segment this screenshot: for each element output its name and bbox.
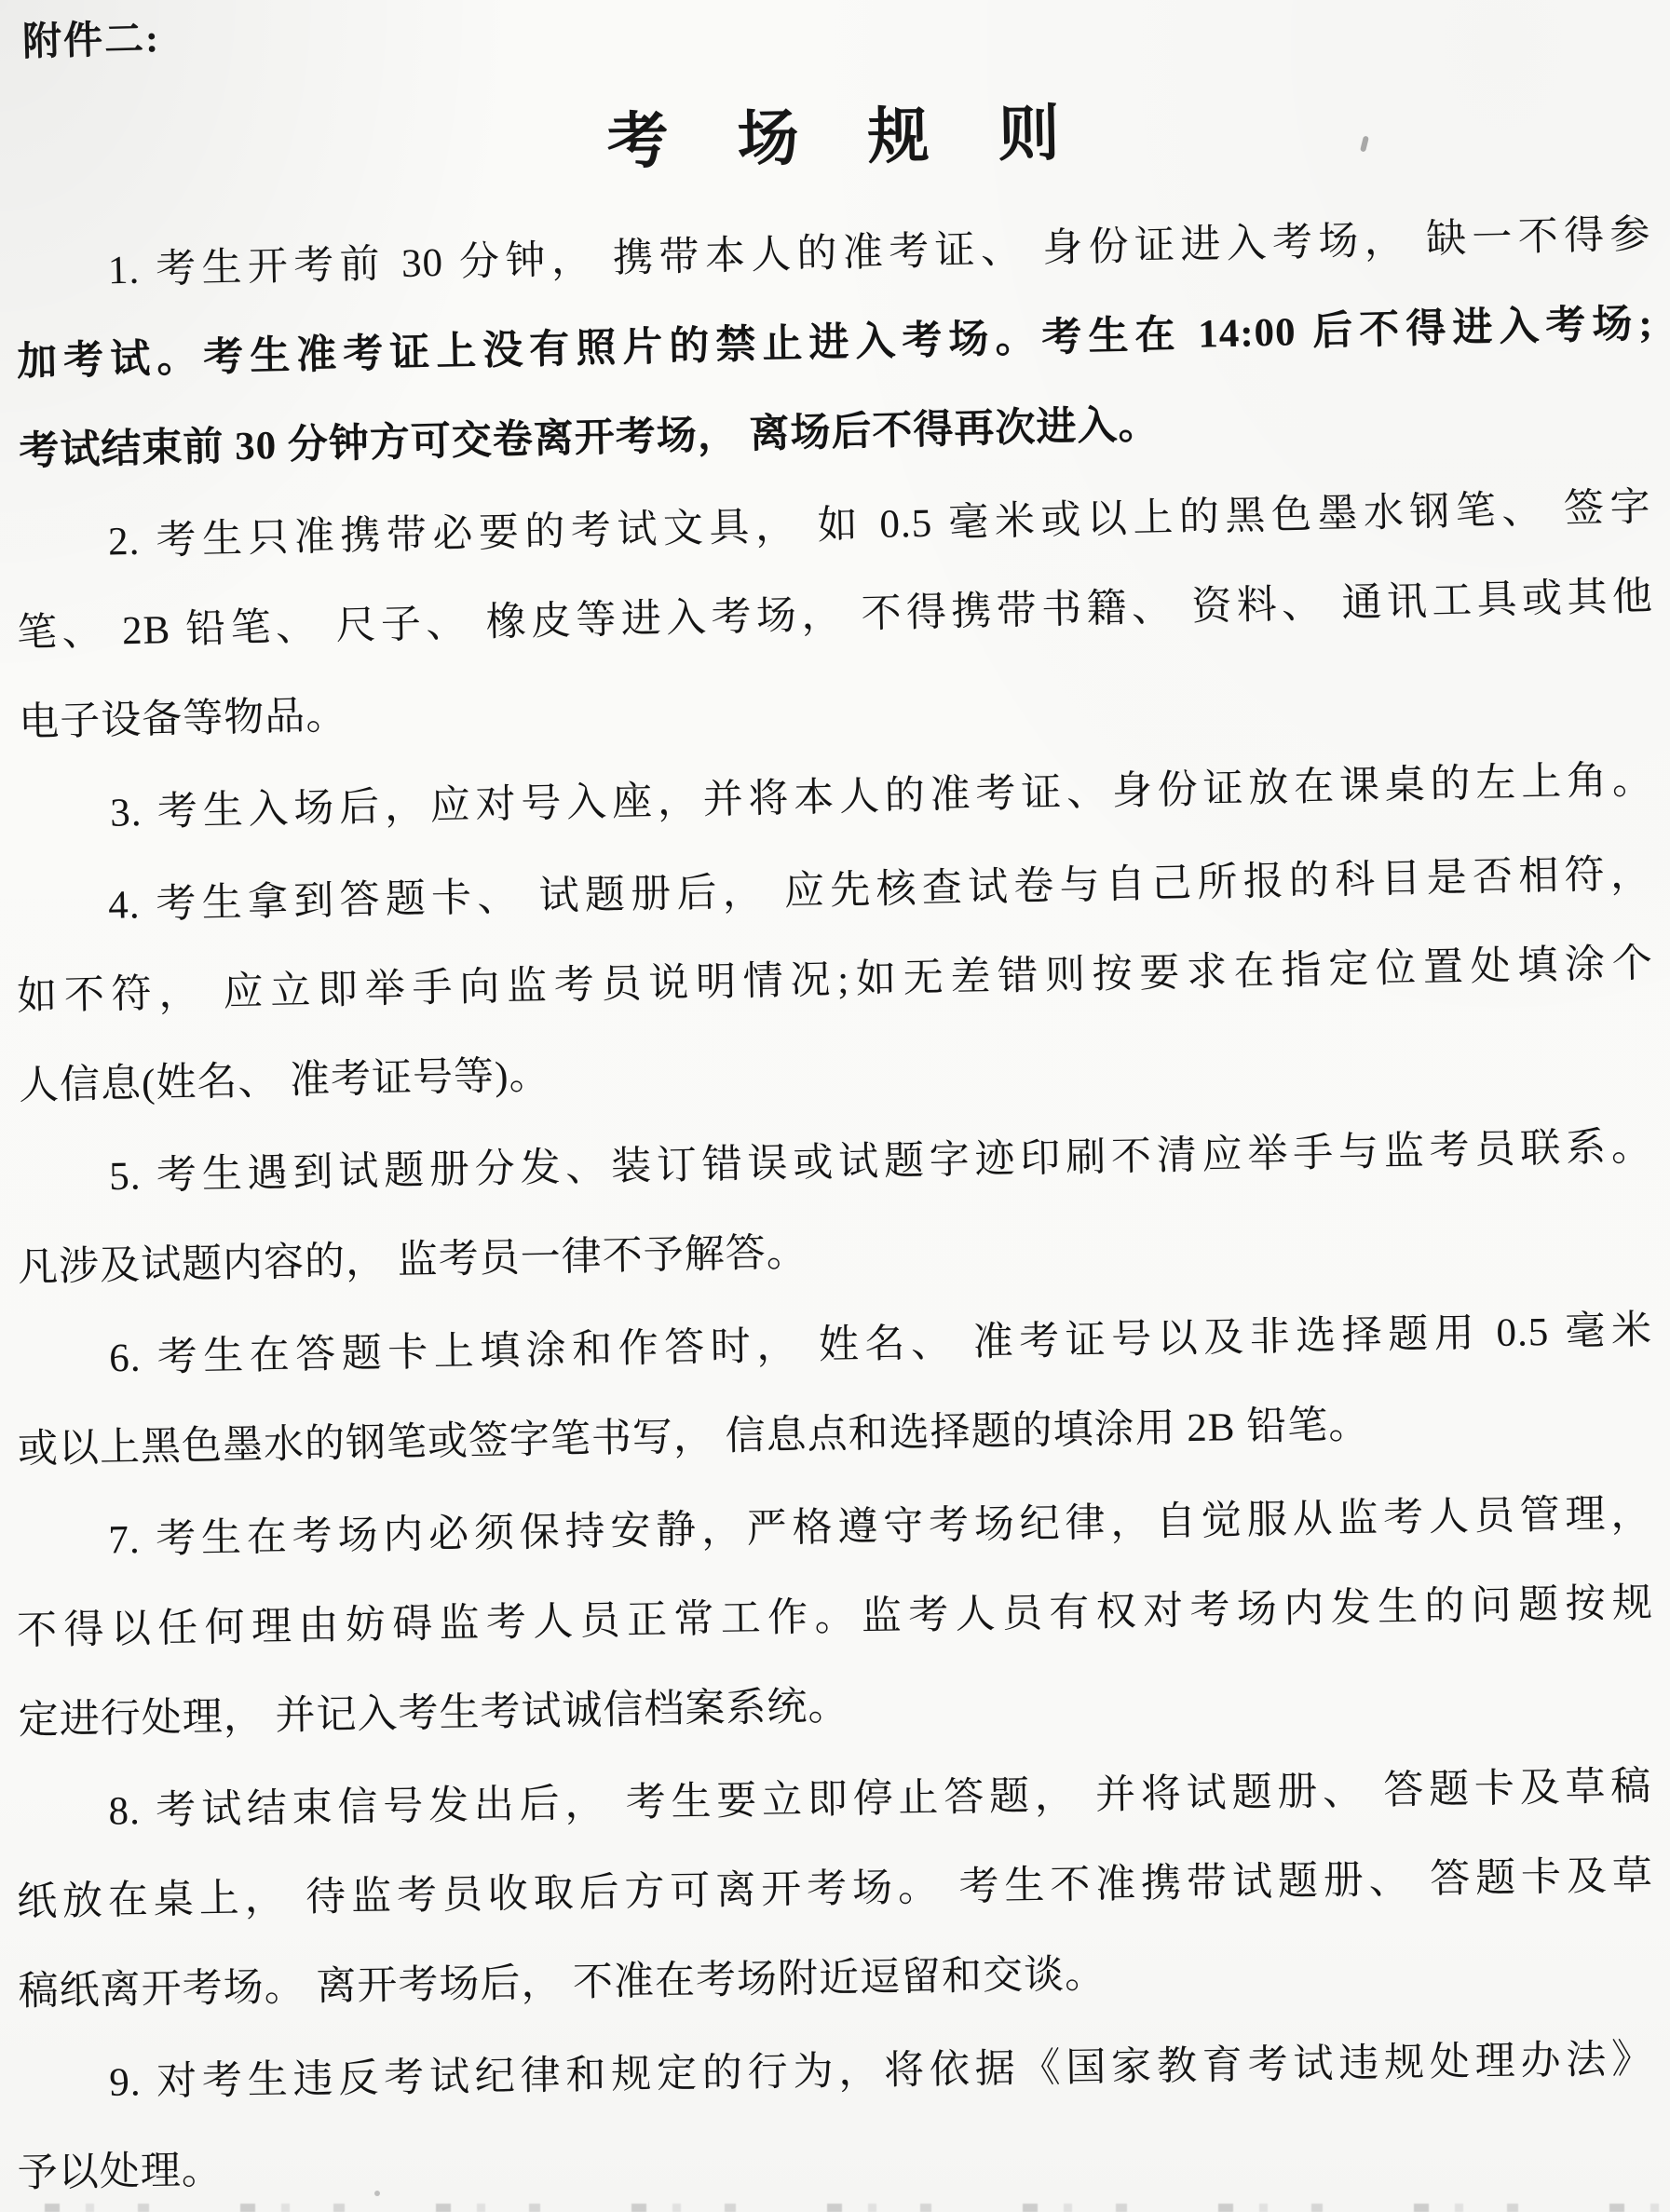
attachment-label: 附件二: <box>21 18 161 64</box>
text-line: 如不符， 应立即举手向监考员说明情况;如无差错则按要求在指定位置处填涂个 <box>16 942 1654 1019</box>
text-line: 3. 考生入场后，应对号入座，并将本人的准考证、身份证放在课桌的左上角。 <box>109 758 1654 835</box>
text-line: 4. 考生拿到答题卡、 试题册后， 应先核查试卷与自己所报的科目是否相符， <box>107 852 1652 928</box>
text-line: 不得以任何理由妨碍监考人员正常工作。监考人员有权对考场内发生的问题按规 <box>16 1581 1654 1654</box>
page-title: 考 场 规 则 <box>606 100 1065 177</box>
paragraph-7 <box>15 1470 1656 1766</box>
text-line: 定进行处理， 并记入考生考试诚信档案系统。 <box>18 1684 849 1744</box>
text-line: 加考试。考生准考证上没有照片的禁止进入考场。考生在 14:00 后不得进入考场; <box>16 302 1654 385</box>
doc-body <box>17 210 1653 2206</box>
paragraph-8 <box>15 1743 1655 2037</box>
text-line: 考试结束前 30 分钟方可交卷离开考场， 离场后不得再次进入。 <box>18 402 1160 474</box>
text-line: 6. 考生在答题卡上填涂和作答时， 姓名、 准考证号以及非选择题用 0.5 毫米 <box>108 1308 1653 1381</box>
text-line: 稿纸离开考场。 离开考场后， 不准在考场附近逗留和交谈。 <box>18 1952 1107 2015</box>
scan-edge-artifact <box>0 2204 1670 2212</box>
text-line: 纸放在桌上， 待监考员收取后方可离开考场。 考生不准携带试题册、 答题卡及草 <box>16 1853 1654 1925</box>
text-line: 人信息(姓名、 准考证号等)。 <box>18 1053 550 1108</box>
text-line: 5. 考生遇到试题册分发、装订错误或试题字迹印刷不清应举手与监考员联系。 <box>108 1124 1653 1200</box>
text-line: 7. 考生在考场内必须保持安静，严格遵守考场纪律，自觉服从监考人员管理， <box>108 1491 1652 1563</box>
text-line: 或以上黑色墨水的钢笔或签字笔书写， 信息点和选择题的填涂用 2B 铅笔。 <box>17 1403 1370 1472</box>
text-line: 1. 考生开考前 30 分钟， 携带本人的准考证、 身份证进入考场， 缺一不得参 <box>107 212 1652 293</box>
paragraph-5 <box>15 1103 1654 1313</box>
text-line: 笔、 2B 铅笔、 尺子、 橡皮等进入考场， 不得携带书籍、 资料、 通讯工具或其他 <box>16 575 1654 656</box>
scan-speck <box>374 2191 380 2196</box>
paragraph-9 <box>16 2015 1655 2212</box>
text-line: 8. 考试结束信号发出后， 考生要立即停止答题， 并将试题册、 答题卡及草稿 <box>108 1764 1652 1834</box>
paragraph-2 <box>14 463 1656 767</box>
text-line: 9. 对考生违反考试纪律和规定的行为，将依据《国家教育考试违规处理办法》 <box>108 2037 1653 2105</box>
text-line: 予以处理。 <box>17 2148 224 2196</box>
text-line: 电子设备等物品。 <box>18 693 347 745</box>
paragraph-6 <box>15 1286 1654 1495</box>
paragraph-1 <box>14 190 1656 496</box>
text-line: 凡涉及试题内容的， 监考员一律不予解答。 <box>17 1230 808 1291</box>
text-line: 2. 考生只准携带必要的考试文具， 如 0.5 毫米或以上的黑色墨水钢笔、 签字 <box>107 485 1652 564</box>
paragraph-4 <box>14 830 1656 1132</box>
